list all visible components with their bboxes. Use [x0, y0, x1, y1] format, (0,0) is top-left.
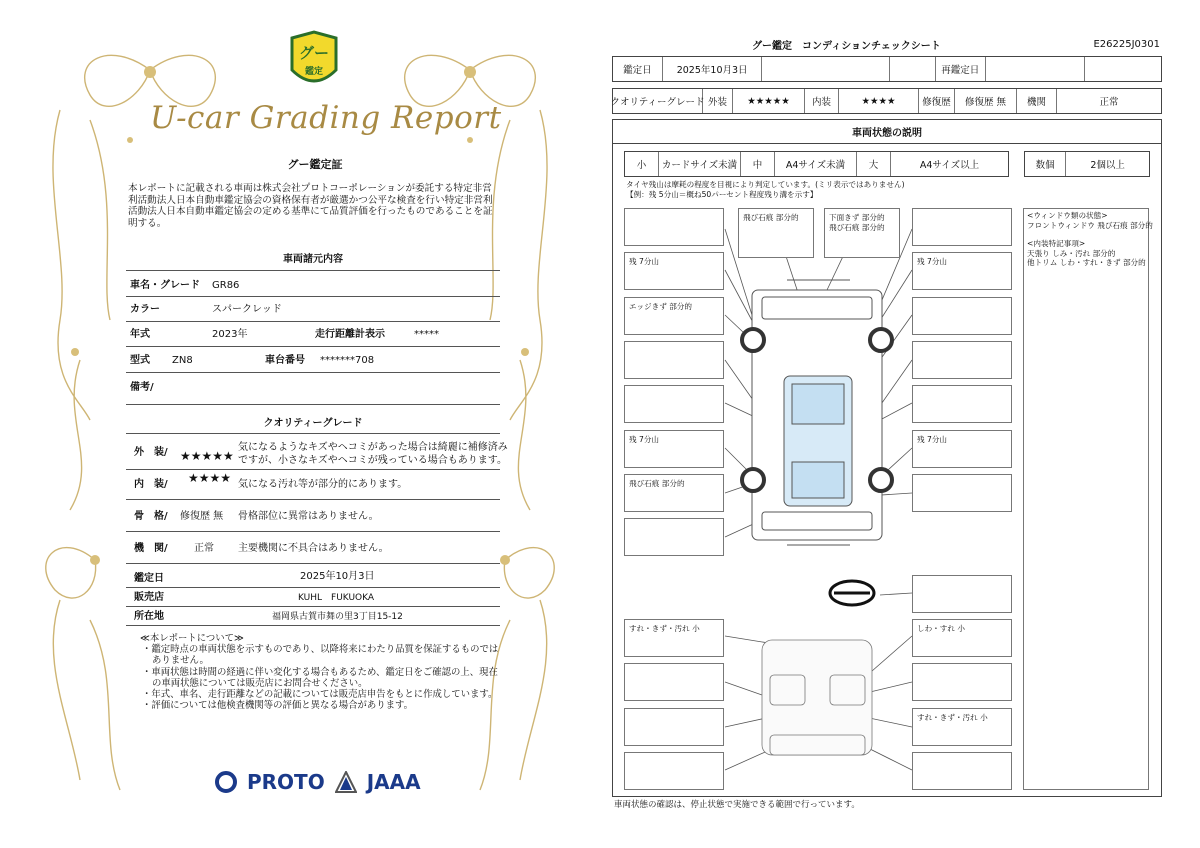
tire-note-2: 【例：残 5分山＝概ね50パーセント程度残り溝を示す】: [626, 190, 818, 199]
rear-chip-box: [624, 474, 724, 512]
date-label: 鑑定日: [134, 573, 164, 584]
check-box: [912, 474, 1012, 512]
top-mid-box: [824, 208, 900, 258]
comment-line: 天張り しみ・汚れ 部分的: [1027, 248, 1116, 258]
engine-value: 正常: [194, 543, 214, 554]
legend-medium-desc: A4サイズ未満: [775, 152, 857, 176]
date-label: 鑑定日: [613, 57, 663, 81]
svg-text:グー: グー: [298, 44, 330, 62]
comment-line: <内装特記事項>: [1027, 239, 1086, 249]
color-value: スパークレッド: [212, 304, 282, 315]
tire-rl-label: 残 7分山: [629, 435, 660, 444]
model-label: 型式: [130, 355, 150, 366]
check-box: [912, 663, 1012, 701]
check-box: [912, 341, 1012, 379]
certificate-intro: 本レポートに記載される車両は株式会社プロトコーポレーションが委託する特定非営利活動法人日本自動車鑑定協会の資格保有者が厳選かつ公平な検査を行い特定非営利活動法人日本自動車鑑定協会の定める基準にて品質評価を行ったものであることを証明する。: [128, 183, 493, 229]
count-value: 2個以上: [1090, 160, 1125, 171]
engine-label: 機関: [1017, 89, 1057, 113]
note-item: ・車両状態は時間の経過に伴い変化する場合もあるため、鑑定日をご確認の上、現在の車両状態については販売店にお問合せください。: [142, 666, 498, 689]
tire-fr-label: 残 7分山: [917, 257, 948, 266]
top-chip-label: 飛び石痕 部分的: [743, 213, 799, 222]
exterior-label: 外 装/: [134, 447, 168, 458]
car-name-label: 車名・グレード: [130, 280, 200, 291]
grade-label: クオリティーグレード: [613, 89, 703, 113]
shop-label: 販売店: [134, 592, 164, 603]
check-box: [624, 752, 724, 790]
certificate-heading: グー鑑定証: [287, 158, 343, 171]
note-item: ・年式、車名、走行距離などの記載については販売店申告をもとに作成しています。: [142, 689, 498, 701]
redate-label: 再鑑定日: [936, 57, 986, 81]
frame-desc: 骨格部位に異常はありません。: [238, 511, 379, 522]
svg-text:鑑定: 鑑定: [304, 67, 324, 77]
tire-fl-label: 残 7分山: [629, 257, 660, 266]
edge-scratch-box: [624, 297, 724, 335]
mileage-value: *****: [414, 329, 439, 340]
condition-check-sheet: [612, 0, 1164, 848]
comment-line: フロントウィンドウ 飛び石痕 部分的: [1027, 220, 1153, 230]
engine-label: 機 関/: [134, 543, 168, 554]
frame-value: 修復歴 無: [180, 511, 224, 522]
engine-desc: 主要機関に不具合はありません。: [238, 543, 389, 554]
legend-large-desc: A4サイズ以上: [919, 160, 980, 171]
mileage-label: 走行距離計表示: [315, 329, 385, 340]
interior-right-label-1: しわ・すれ 小: [917, 624, 965, 633]
legend-small-desc: カードサイズ未満: [659, 152, 741, 176]
interior-label: 内装: [805, 89, 839, 113]
note-item: ・鑑定時点の車両状態を示すものであり、以降将来にわたり品質を保証するものではありません。: [142, 644, 499, 667]
steering-box: [912, 575, 1012, 613]
check-box: [624, 708, 724, 746]
tire-fl-box: [624, 252, 724, 290]
legend-large: 大: [857, 152, 891, 176]
chassis-label: 車台番号: [265, 355, 305, 366]
color-label: カラー: [130, 304, 160, 315]
tire-note-1: タイヤ残山は摩耗の程度を目視により判定しています。(ミリ表示ではありません): [626, 180, 905, 189]
comment-box: [1023, 208, 1153, 790]
jaaa-logo-text: JAAA: [366, 770, 421, 794]
date-value: 2025年10月3日: [300, 571, 375, 582]
count-label: 数個: [1025, 152, 1066, 176]
rear-chip-label: 飛び石痕 部分的: [629, 479, 685, 488]
grade-heading: クオリティーグレード: [263, 418, 363, 429]
year-value: 2023年: [212, 329, 248, 340]
comment-line: [1024, 230, 1148, 239]
chassis-value: *******708: [320, 355, 375, 366]
model-value: ZN8: [172, 355, 193, 366]
car-name: GR86: [212, 280, 240, 291]
interior-right-label-2: すれ・きず・汚れ 小: [917, 713, 988, 722]
year-label: 年式: [130, 329, 150, 340]
interior-label: 内 装/: [134, 479, 168, 490]
note-item: ・評価については他検査機関等の評価と異なる場合があります。: [142, 700, 413, 712]
interior-left-label: すれ・きず・汚れ 小: [629, 624, 700, 633]
interior-stars: ★★★★: [839, 89, 919, 113]
exterior-label: 外装: [703, 89, 733, 113]
edge-scratch-label: エッジきず 部分的: [629, 302, 693, 311]
sheet-title: グー鑑定 コンディションチェックシート: [752, 41, 941, 52]
brand-logos: [215, 770, 421, 794]
proto-logo-icon: [215, 771, 237, 793]
date-value: 2025年10月3日: [663, 57, 763, 81]
tire-rl-box: [624, 430, 724, 468]
exterior-stars: ★★★★★: [733, 89, 805, 113]
check-box: [624, 208, 724, 246]
top-mid-label: 下面きず 部分的 飛び石痕 部分的: [829, 213, 885, 232]
address-label: 所在地: [134, 611, 164, 622]
tire-rr-label: 残 7分山: [917, 435, 948, 444]
interior-stars: ★★★★: [188, 471, 232, 485]
report-script-title: U-car Grading Report: [150, 100, 502, 136]
shop-value: KUHL FUKUOKA: [298, 593, 375, 603]
jaaa-logo-icon: [335, 771, 357, 793]
interior-right-box-2: [912, 708, 1012, 746]
interior-left-box: [624, 619, 724, 657]
footer-note: 車両状態の確認は、停止状態で実施できる範囲で行っています。: [614, 800, 860, 810]
engine-value: 正常: [1099, 97, 1119, 108]
check-box: [624, 663, 724, 701]
check-box: [624, 341, 724, 379]
comment-line: 他トリム しわ・すれ・きず 部分的: [1027, 258, 1146, 268]
check-box: [624, 385, 724, 423]
repair-label: 修復歴: [919, 89, 955, 113]
legend-medium: 中: [741, 152, 775, 176]
check-box: [912, 385, 1012, 423]
remarks-label: 備考/: [130, 382, 154, 393]
exterior-stars: ★★★★★: [180, 449, 234, 463]
vehicle-state-title: 車両状態の説明: [613, 120, 1161, 144]
specs-heading: 車両諸元内容: [283, 254, 343, 265]
exterior-desc-1: 気になるようなキズやヘコミがあった場合は綺麗に補修済み: [238, 442, 508, 453]
interior-desc: 気になる汚れ等が部分的にあります。: [238, 479, 408, 490]
repair-value: 修復歴 無: [955, 89, 1017, 113]
frame-label: 骨 格/: [134, 511, 168, 522]
tire-fr-box: [912, 252, 1012, 290]
check-box: [912, 752, 1012, 790]
top-chip-box: [738, 208, 814, 258]
check-box: [624, 518, 724, 556]
sheet-code: E26225J0301: [1093, 39, 1160, 50]
notes-title: ≪本レポートについて≫: [140, 633, 244, 644]
interior-right-box-1: [912, 619, 1012, 657]
tire-rr-box: [912, 430, 1012, 468]
exterior-desc-2: ですが、小さなキズやヘコミが残っている場合もあります。: [238, 455, 507, 466]
check-box: [912, 297, 1012, 335]
comment-line: <ウィンドウ類の状態>: [1027, 211, 1108, 220]
goo-kantei-logo: [286, 30, 342, 92]
legend-small: 小: [625, 152, 659, 176]
check-box: [912, 208, 1012, 246]
report-notes: [140, 633, 500, 711]
proto-logo-text: PROTO: [247, 770, 325, 794]
address-value: 福岡県古賀市舞の里3丁目15-12: [272, 612, 403, 622]
